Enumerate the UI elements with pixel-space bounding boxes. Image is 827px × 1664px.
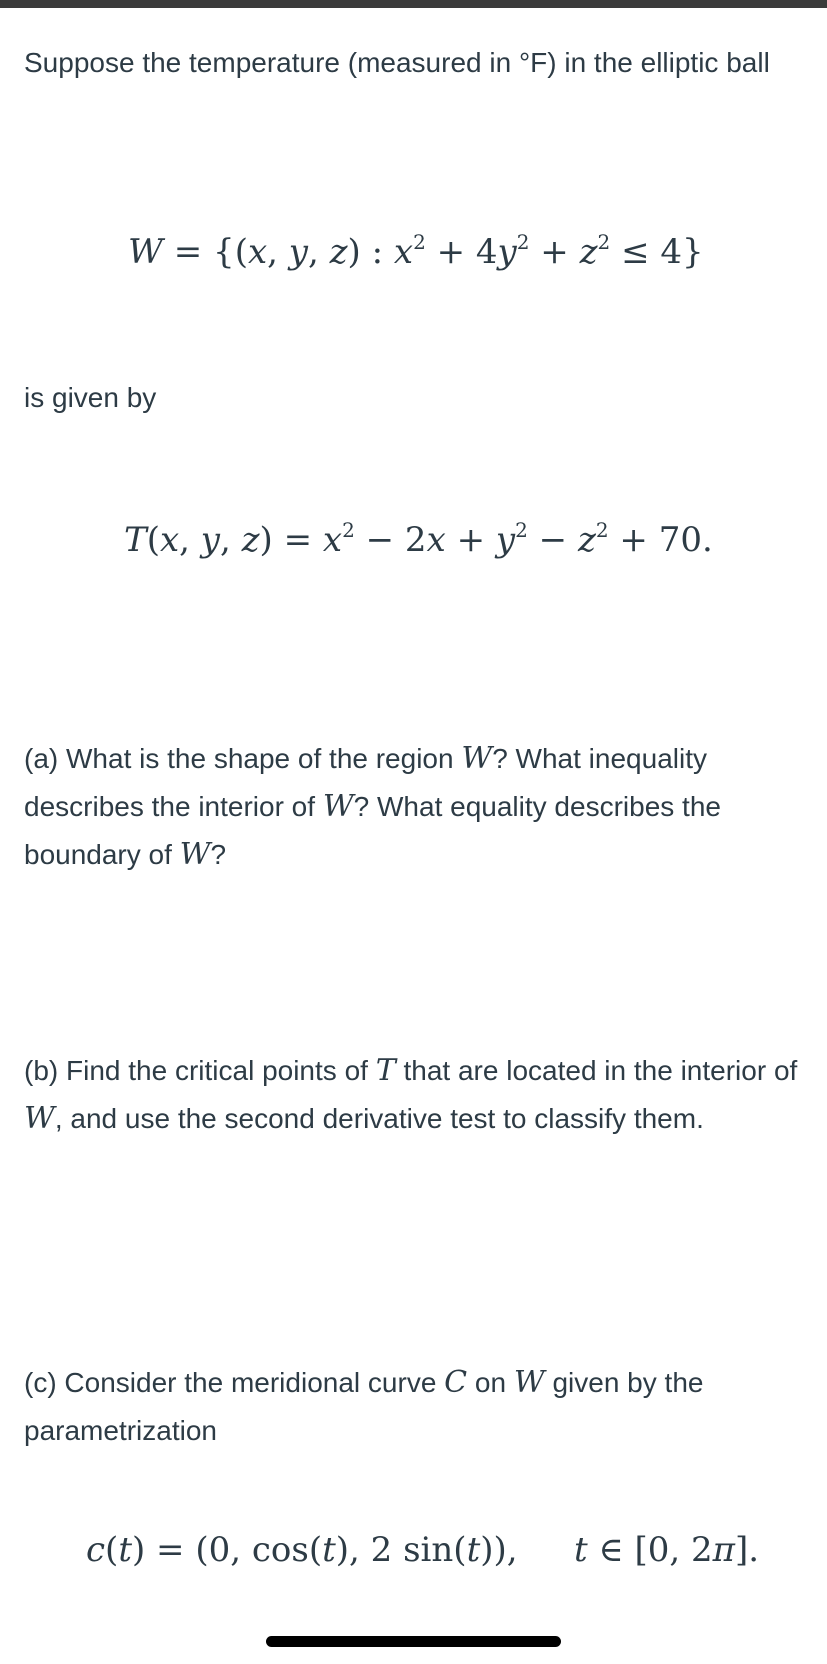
curve-domain: t ∈ [0, 2π]. [574,1530,760,1570]
intro-sentence: Suppose the temperature (measured in °F) in the elliptic ball [24,47,770,78]
given-by-text [24,374,809,422]
region-equation: W = {(x, y, z) : $x^2 + 4y^2 + z^2 \le 4$} [128,230,704,272]
part-c-text: (c) Consider the meridional curve C on W given by the parametrization [24,1365,704,1446]
part-a-text: (a) What is the shape of the region W? What inequality describes the interior of W? What equality describes the boundary of W? [24,741,721,872]
symbol-t: T [375,1053,396,1088]
intro-text [24,39,809,87]
symbol-w: W [179,837,211,872]
symbol-w: W [322,789,354,824]
part-b-text: (b) Find the critical points of T that are located in the interior of W, and use the second derivative test to classify them. [24,1053,798,1136]
given-by-label: is given by [24,382,157,413]
temperature-equation: T(x, y, $z) = x^2 - 2x + y^2 - z^2 + 70$. [124,518,713,560]
home-indicator[interactable] [266,1636,561,1647]
symbol-w: W [24,1101,55,1136]
symbol-w: W [461,741,493,776]
top-status-bar [0,0,827,8]
curve-equation: c(t) = (0, cos(t), 2 sin(t)), [86,1530,518,1570]
symbol-c: C [444,1365,468,1400]
symbol-w: W [513,1365,545,1400]
